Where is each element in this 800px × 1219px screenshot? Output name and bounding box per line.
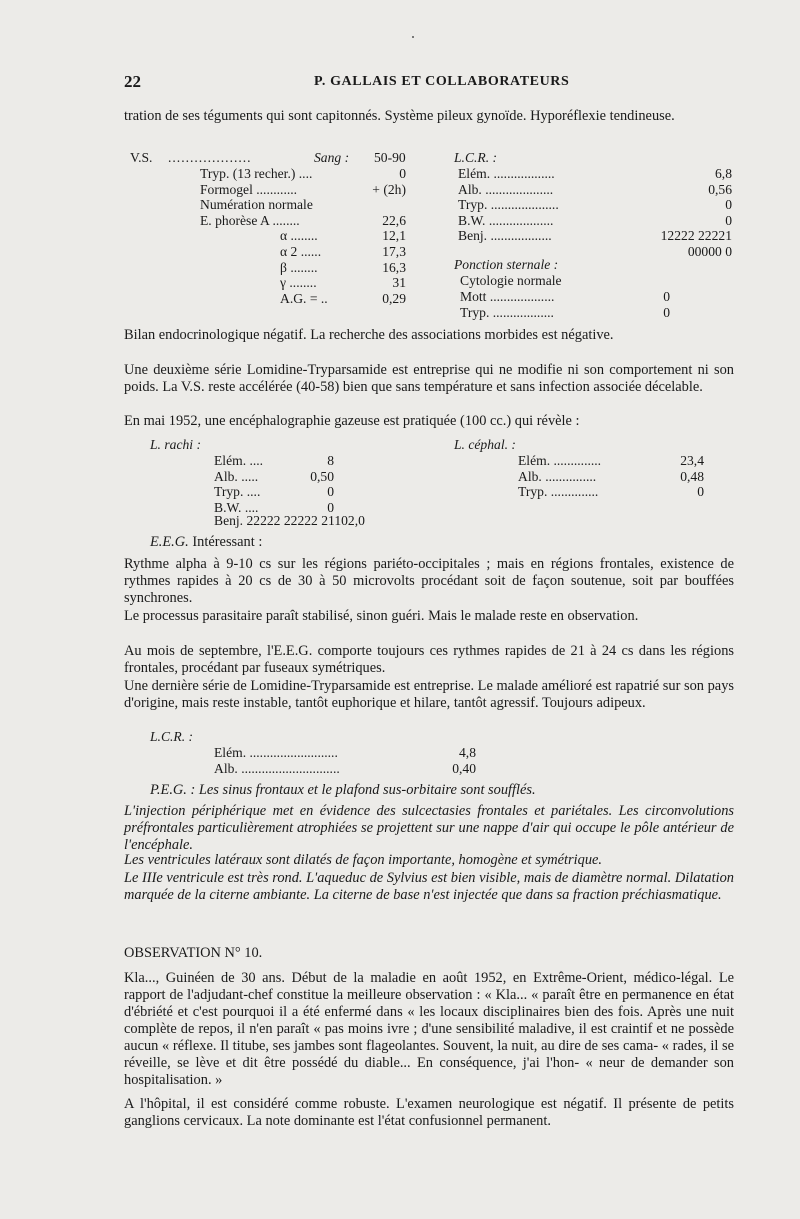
bilan-paragraph: Bilan endocrinologique négatif. La recherche des associations morbides est négative. <box>124 327 614 343</box>
lcephal-title: L. céphal. : <box>454 437 516 452</box>
sang-label: Sang : <box>314 150 350 165</box>
ponction-value: 0 <box>663 304 670 320</box>
lrachi-value: 0,50 <box>310 468 334 484</box>
lrachi-label: Tryp. .... <box>214 484 261 500</box>
vs-rows <box>200 166 420 306</box>
lcephal-label: Elém. .............. <box>518 453 602 468</box>
intro-paragraph: tration de ses téguments qui sont capitonnés. Système pileux gynoïde. Hyporéflexie tendineuse. <box>124 108 675 124</box>
observation-heading: OBSERVATION N° 10. <box>124 945 263 961</box>
processus-paragraph: Le processus parasitaire paraît stabilisé, sinon guéri. Mais le malade reste en observation. <box>124 608 639 624</box>
vs-value: + (2h) <box>372 181 406 197</box>
lrachi-label: Elém. .... <box>214 453 264 468</box>
ponction-value: 0 <box>663 289 670 304</box>
lcr1-value: 00000 0 <box>687 244 732 259</box>
lcr1-title: L.C.R. : <box>454 150 498 165</box>
lcr1-label: B.W. ................... <box>458 212 554 228</box>
lrachi-value: 8 <box>327 453 334 468</box>
vs-label: Formogel ............ <box>200 181 298 197</box>
print-speck <box>412 36 414 38</box>
lcr1-label: Elém. .................. <box>458 166 555 181</box>
vs-dots: ................... <box>168 150 252 165</box>
vs-label: β ........ <box>280 259 318 275</box>
vs-label: γ ........ <box>280 275 317 291</box>
injection-paragraph: L'injection périphérique met en évidence des sulcectasies frontales et pariétales. Les circonvolutions préfrontales particulièrement atrophiées se projettent sur une nappe d'air qui occupe le pôle antérieur de l'encéphale. <box>124 803 734 853</box>
lrachi-title: L. rachi : <box>150 437 201 452</box>
deuxieme-serie-paragraph: Une deuxième série Lomidine-Tryparsamide est entreprise qui ne modifie ni son comportement ni son poids. La V.S. reste accélérée (40-58) bien que sans température et sans infection associée décelable. <box>124 362 734 395</box>
septembre-paragraph: Au mois de septembre, l'E.E.G. comporte toujours ces rythmes rapides de 21 à 24 cs dans les régions frontales, procédant par fuseaux symétriques. <box>124 643 734 676</box>
ventricules-paragraph: Les ventricules latéraux sont dilatés de façon importante, homogène et symétrique. <box>124 852 602 868</box>
lcephal-rows <box>518 453 704 501</box>
lcr1-rows <box>458 166 732 262</box>
lcephal-label: Tryp. .............. <box>518 484 599 500</box>
vs-value: 31 <box>392 275 406 291</box>
lcr1-label: Alb. .................... <box>458 181 554 197</box>
lcr2-title: L.C.R. : <box>150 729 194 744</box>
vs-value: 0,29 <box>382 290 406 306</box>
vs-label: A.G. = .. <box>280 290 328 306</box>
peg-paragraph: P.E.G. : Les sinus frontaux et le plafond sus-orbitaire sont soufflés. <box>150 782 536 798</box>
vs-value: 22,6 <box>382 212 406 228</box>
lcr1-value: 12222 22221 <box>660 228 732 244</box>
eeg-label: E.E.G. <box>150 534 189 550</box>
hopital-paragraph: A l'hôpital, il est considéré comme robuste. L'examen neurologique est négatif. Il présente de petits ganglions cervicaux. La note dominante est l'état confusionnel permanent. <box>124 1096 734 1129</box>
lcr1-value: 0 <box>725 212 732 228</box>
lcr2-value: 4,8 <box>459 745 476 760</box>
lcr1-label: Benj. .................. <box>458 228 552 244</box>
lcephal-value: 23,4 <box>680 453 704 468</box>
ponction-label: Mott ................... <box>460 289 555 304</box>
lrachi-value: 0 <box>327 499 334 515</box>
kla-paragraph: Kla..., Guinéen de 30 ans. Début de la maladie en août 1952, en Extrême-Orient, médico-légal. Le rapport de l'adjudant-chef constitue la meilleure observation : « Kla... « paraît être en permanence en état d'ébriété et c'est pourquoi il a été enfermé dans « les locaux disciplinaires bien des fois. Après une nuit complète de repos, il n'en paraît « pas moins ivre ; d'une sensibilité maladive, il est craintif et ne possède aucun « réflexe. Il titube, ses jambes sont flageolantes. Souvent, la nuit, au dire de ses cama- « rades, il se réveille, se lève et dit être possédé du diable... En conséquence, j'ai l'hon- « neur de demander son hospitalisation. » <box>124 970 734 1088</box>
sang-value: 50-90 <box>374 150 406 165</box>
lcr2-value: 0,40 <box>452 760 476 776</box>
lcephal-label: Alb. ............... <box>518 468 597 484</box>
lcr2-rows <box>214 745 476 777</box>
mai-1952-paragraph: En mai 1952, une encéphalographie gazeuse est pratiquée (100 cc.) qui révèle : <box>124 413 580 429</box>
vs-label: α ........ <box>280 228 318 244</box>
vs-label: E. phorèse A ........ <box>200 212 300 228</box>
page-number: 22 <box>124 72 141 91</box>
vs-label: Tryp. (13 recher.) .... <box>200 166 313 181</box>
vs-label: α 2 ...... <box>280 244 322 259</box>
lrachi-label: B.W. .... <box>214 499 259 515</box>
iiie-ventricule-paragraph: Le IIIe ventricule est très rond. L'aqueduc de Sylvius est bien visible, mais de diamètre normal. Dilatation marquée de la citerne ambiante. La citerne de base n'est injectée que dans sa fraction préchiasmatique. <box>124 870 734 903</box>
lrachi-benj: Benj. 22222 22222 21102,0 <box>214 513 365 528</box>
lrachi-rows <box>214 453 334 517</box>
lrachi-value: 0 <box>327 484 334 500</box>
ponction-rows <box>460 289 670 321</box>
vs-value: 12,1 <box>382 228 406 244</box>
vs-value: 17,3 <box>382 244 406 259</box>
lcr2-label: Elém. .......................... <box>214 745 338 760</box>
lrachi-label: Alb. ..... <box>214 468 259 484</box>
page-header <box>124 72 734 92</box>
vs-title: V.S. <box>130 150 153 165</box>
cytologie-normale: Cytologie normale <box>460 273 562 288</box>
running-title: P. GALLAIS ET COLLABORATEURS <box>314 74 570 89</box>
lcephal-value: 0,48 <box>680 468 704 484</box>
lcephal-value: 0 <box>697 484 704 500</box>
lcr2-label: Alb. ............................. <box>214 760 340 776</box>
ponction-title: Ponction sternale : <box>454 257 559 272</box>
lcr1-label: Tryp. .................... <box>458 197 559 213</box>
ponction-label: Tryp. .................. <box>460 304 554 320</box>
derniere-serie-paragraph: Une dernière série de Lomidine-Tryparsamide est entreprise. Le malade amélioré est rapatrié sur son pays d'origine, mais reste instable, tantôt euphorique et hilare, tantôt agressif. Toujours adipeux. <box>124 678 734 711</box>
lcr1-value: 6,8 <box>715 166 732 181</box>
rythme-alpha-paragraph: Rythme alpha à 9-10 cs sur les régions pariéto-occipitales ; mais en régions frontales, existence de rythmes rapides à 20 cs de 30 à 50 microvolts procédant soit de façon soutenue, soit par bouffées synchrones. <box>124 556 734 606</box>
vs-value: 0 <box>399 166 406 181</box>
lcr1-value: 0 <box>725 197 732 213</box>
vs-value: 16,3 <box>382 259 406 275</box>
lcr1-value: 0,56 <box>708 181 732 197</box>
eeg-text: Intéressant : <box>192 534 263 550</box>
vs-label: Numération normale <box>200 197 313 213</box>
